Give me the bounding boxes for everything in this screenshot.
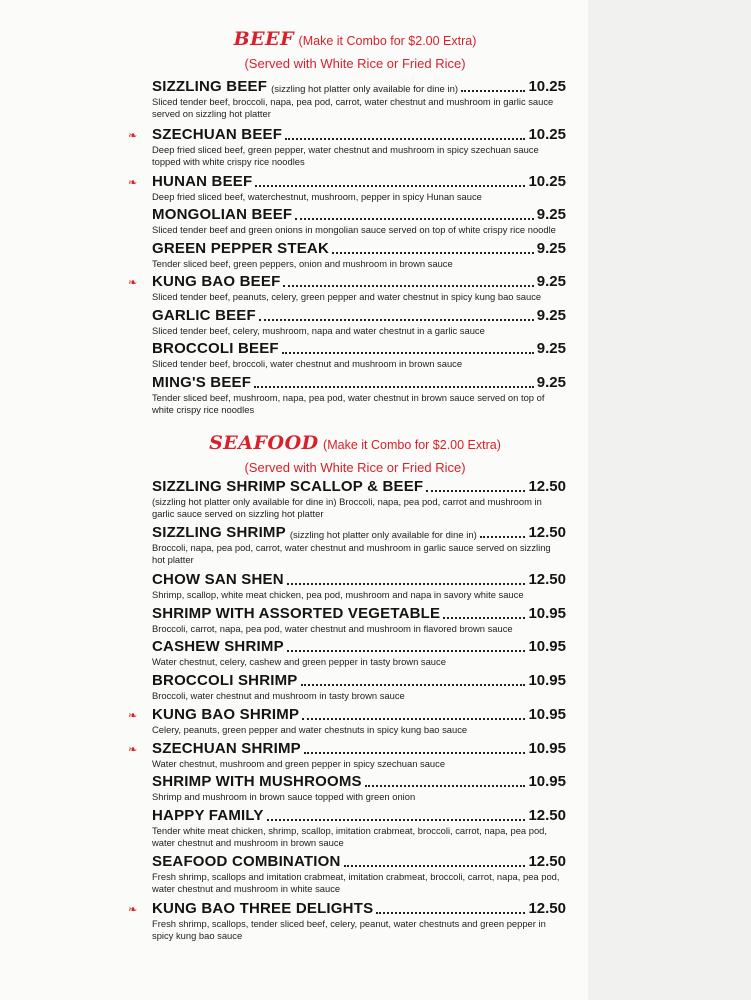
menu-item-line xyxy=(152,807,566,824)
menu-item-line xyxy=(152,126,566,143)
menu-item-price: 9.25 xyxy=(536,240,566,257)
menu-item-name: SZECHUAN BEEF xyxy=(152,126,283,143)
menu-item-price: 10.25 xyxy=(528,173,566,190)
menu-item-price: 10.25 xyxy=(528,78,566,95)
menu-item-description: Tender white meat chicken, shrimp, scallop, imitation crabmeat, broccoli, carrot, napa, pea pod, water chestnut and mushroom in brown sauce xyxy=(152,825,547,848)
dot-leader xyxy=(332,251,534,254)
menu-item-description: Fresh shrimp, scallops and imitation crabmeat, imitation crabmeat, broccoli, carrot, napa, pea pod, water chestnut and mushroom in white sauce xyxy=(152,871,560,894)
menu-item-name: HUNAN BEEF xyxy=(152,173,253,190)
menu-item-description: Broccoli, water chestnut and mushroom in tasty brown sauce xyxy=(152,690,405,701)
menu-item-description: Deep fried sliced beef, waterchestnut, mushroom, pepper in spicy Hunan sauce xyxy=(152,191,482,202)
menu-item-price: 10.95 xyxy=(528,672,566,689)
page-edge-background xyxy=(588,0,751,1000)
menu-item-note: (sizzling hot platter only available for dine in) xyxy=(289,530,477,541)
menu-item-name: SIZZLING SHRIMP SCALLOP & BEEF xyxy=(152,478,424,495)
menu-item-line xyxy=(152,900,566,917)
menu-item-line xyxy=(152,374,566,391)
dot-leader xyxy=(283,284,533,287)
menu-item-price: 9.25 xyxy=(536,340,566,357)
menu-item-price: 10.95 xyxy=(528,638,566,655)
menu-item-name: GARLIC BEEF xyxy=(152,307,256,324)
dot-leader xyxy=(302,717,525,720)
menu-item-line xyxy=(152,273,566,290)
menu-item-price: 10.25 xyxy=(528,126,566,143)
menu-item-line xyxy=(152,240,566,257)
beef-combo-note: (Make it Combo for $2.00 Extra) xyxy=(298,34,477,48)
menu-item-line xyxy=(152,672,566,689)
menu-item-name: SHRIMP WITH ASSORTED VEGETABLE xyxy=(152,605,441,622)
menu-item-name: HAPPY FAMILY xyxy=(152,807,264,824)
pepper-icon: ❧ xyxy=(128,130,138,142)
dot-leader xyxy=(365,784,526,787)
menu-item xyxy=(152,807,566,849)
menu-item-price: 10.95 xyxy=(528,605,566,622)
menu-item-name: BROCCOLI SHRIMP xyxy=(152,672,298,689)
menu-item-name: CASHEW SHRIMP xyxy=(152,638,284,655)
menu-item-price: 10.95 xyxy=(528,740,566,757)
dot-leader xyxy=(461,89,525,92)
menu-item-description: Sliced tender beef and green onions in mongolian sauce served on top of white crispy rice noodle xyxy=(152,224,556,235)
menu-item xyxy=(152,374,566,416)
menu-item-line xyxy=(152,524,566,541)
seafood-header xyxy=(120,432,590,475)
dot-leader xyxy=(259,318,534,321)
menu-item-price: 9.25 xyxy=(536,273,566,290)
seafood-title: SEAFOOD xyxy=(209,432,319,454)
menu-item-description: (sizzling hot platter only available for dine in) Broccoli, napa, pea pod, carrot and mushroom in garlic sauce served on sizzling hot platter xyxy=(152,496,542,519)
menu-item-description: Sliced tender beef, peanuts, celery, green pepper and water chestnut in spicy kung bao sauce xyxy=(152,291,542,302)
menu-item xyxy=(152,340,566,370)
menu-item-line xyxy=(152,773,566,790)
menu-item-line xyxy=(152,706,566,723)
dot-leader xyxy=(267,818,526,821)
menu-item-line xyxy=(152,78,566,95)
menu-item xyxy=(152,240,566,270)
menu-item xyxy=(152,900,566,942)
menu-item xyxy=(152,740,566,770)
pepper-icon: ❧ xyxy=(128,177,138,189)
menu-item-name: BROCCOLI BEEF xyxy=(152,340,279,357)
dot-leader xyxy=(282,351,534,354)
menu-item-name: KUNG BAO SHRIMP xyxy=(152,706,300,723)
menu-item-description: Celery, peanuts, green pepper and water chestnuts in spicy kung bao sauce xyxy=(152,724,468,735)
dot-leader xyxy=(254,385,534,388)
menu-item xyxy=(152,706,566,736)
menu-item-line xyxy=(152,307,566,324)
dot-leader xyxy=(295,217,533,220)
menu-item-price: 9.25 xyxy=(536,206,566,223)
dot-leader xyxy=(480,535,526,538)
dot-leader xyxy=(304,751,526,754)
menu-item-price: 10.95 xyxy=(528,773,566,790)
menu-item-price: 12.50 xyxy=(528,853,566,870)
menu-item-name: SIZZLING SHRIMP xyxy=(152,524,286,541)
menu-item-name: MING'S BEEF xyxy=(152,374,252,391)
menu-item-line xyxy=(152,173,566,190)
menu-item xyxy=(152,206,566,236)
pepper-icon: ❧ xyxy=(128,277,138,289)
menu-item-price: 12.50 xyxy=(528,571,566,588)
dot-leader xyxy=(285,137,525,140)
menu-item xyxy=(152,853,566,895)
dot-leader xyxy=(301,683,526,686)
menu-item-price: 12.50 xyxy=(528,478,566,495)
dot-leader xyxy=(443,616,525,619)
menu-item-description: Sliced tender beef, celery, mushroom, napa and water chestnut in a garlic sauce xyxy=(152,325,485,336)
menu-item-description: Tender sliced beef, green peppers, onion and mushroom in brown sauce xyxy=(152,258,453,269)
menu-item xyxy=(152,773,566,803)
menu-item xyxy=(152,524,566,566)
beef-title: BEEF xyxy=(233,28,295,50)
menu-item-line xyxy=(152,638,566,655)
menu-item-description: Broccoli, carrot, napa, pea pod, water chestnut and mushroom in flavored brown sauce xyxy=(152,623,513,634)
menu-item-line xyxy=(152,206,566,223)
menu-item xyxy=(152,478,566,520)
menu-item-name: SEAFOOD COMBINATION xyxy=(152,853,341,870)
pepper-icon: ❧ xyxy=(128,904,138,916)
menu-item-name: GREEN PEPPER STEAK xyxy=(152,240,329,257)
menu-item xyxy=(152,78,566,120)
menu-item-line xyxy=(152,740,566,757)
menu-item-description: Fresh shrimp, scallops, tender sliced beef, celery, peanut, water chestnuts and green pepper in spicy kung bao sauce xyxy=(152,918,546,941)
pepper-icon: ❧ xyxy=(128,744,138,756)
menu-item-name: SIZZLING BEEF xyxy=(152,78,268,95)
menu-item xyxy=(152,672,566,702)
menu-item-description: Broccoli, napa, pea pod, carrot, water chestnut and mushroom in garlic sauce served on sizzling hot platter xyxy=(152,542,551,565)
menu-item-description: Sliced tender beef, broccoli, napa, pea pod, carrot, water chestnut and mushroom in garlic sauce served on sizzling hot platter xyxy=(152,96,554,119)
dot-leader xyxy=(287,649,526,652)
seafood-combo-note: (Make it Combo for $2.00 Extra) xyxy=(323,438,501,452)
menu-item xyxy=(152,307,566,337)
dot-leader xyxy=(287,582,526,585)
pepper-icon: ❧ xyxy=(128,710,138,722)
menu-item-description: Water chestnut, mushroom and green pepper in spicy szechuan sauce xyxy=(152,758,446,769)
menu-item-line xyxy=(152,571,566,588)
menu-item-description: Shrimp, scallop, white meat chicken, pea pod, mushroom and napa in savory white sauce xyxy=(152,589,524,600)
menu-item-name: KUNG BAO THREE DELIGHTS xyxy=(152,900,374,917)
menu-item-price: 9.25 xyxy=(536,374,566,391)
menu-item xyxy=(152,638,566,668)
menu-item-name: CHOW SAN SHEN xyxy=(152,571,284,588)
menu-item-price: 12.50 xyxy=(528,524,566,541)
menu-item-description: Sliced tender beef, broccoli, water chestnut and mushroom in brown sauce xyxy=(152,358,463,369)
menu-item-description: Deep fried sliced beef, green pepper, water chestnut and mushroom in spicy szechuan sauce topped with white crispy rice noodles xyxy=(152,144,539,167)
menu-item xyxy=(152,126,566,168)
dot-leader xyxy=(426,489,525,492)
seafood-served-note: (Served with White Rice or Fried Rice) xyxy=(244,460,466,475)
menu-item-name: SHRIMP WITH MUSHROOMS xyxy=(152,773,362,790)
menu-item-name: MONGOLIAN BEEF xyxy=(152,206,293,223)
menu-item-price: 12.50 xyxy=(528,807,566,824)
menu-item-description: Water chestnut, celery, cashew and green pepper in tasty brown sauce xyxy=(152,656,446,667)
menu-item-description: Tender sliced beef, mushroom, napa, pea pod, water chestnut in brown sauce served on top of white crispy rice noodles xyxy=(152,392,545,415)
menu-item-line xyxy=(152,340,566,357)
menu-item-line xyxy=(152,605,566,622)
dot-leader xyxy=(255,184,525,187)
menu-item-description: Shrimp and mushroom in brown sauce topped with green onion xyxy=(152,791,416,802)
menu-item-line xyxy=(152,478,566,495)
menu-item-note: (sizzling hot platter only available for dine in) xyxy=(271,84,459,95)
menu-item xyxy=(152,273,566,303)
menu-item-name: KUNG BAO BEEF xyxy=(152,273,281,290)
menu-item-price: 10.95 xyxy=(528,706,566,723)
menu-item-price: 12.50 xyxy=(528,900,566,917)
menu-item-price: 9.25 xyxy=(536,307,566,324)
menu-item-line xyxy=(152,853,566,870)
menu-item-name: SZECHUAN SHRIMP xyxy=(152,740,301,757)
menu-item xyxy=(152,605,566,635)
menu-item xyxy=(152,173,566,203)
beef-header xyxy=(120,28,590,71)
dot-leader xyxy=(344,864,526,867)
beef-served-note: (Served with White Rice or Fried Rice) xyxy=(244,56,466,71)
dot-leader xyxy=(376,911,525,914)
menu-item xyxy=(152,571,566,601)
